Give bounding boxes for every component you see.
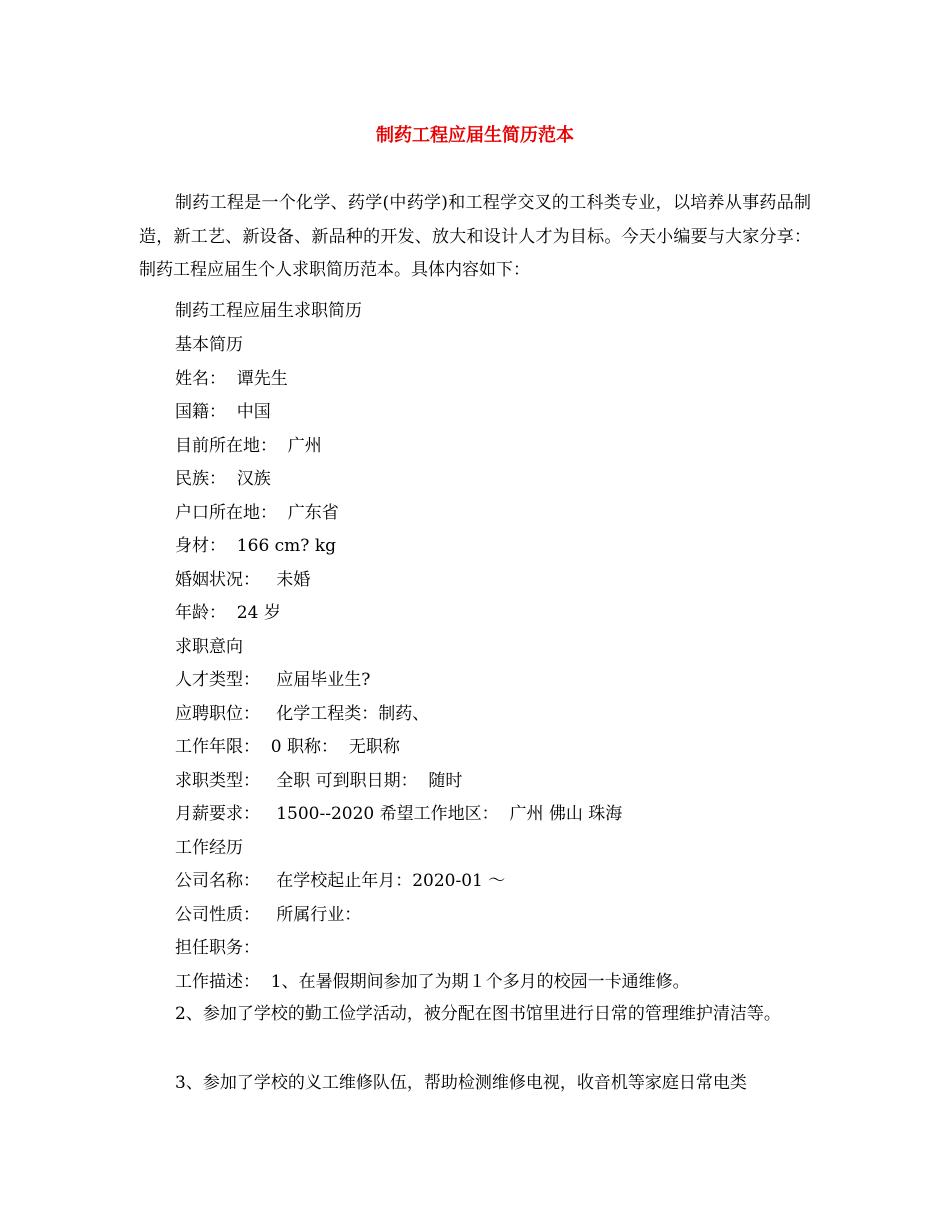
line-nationality: 国籍： 中国 [175, 402, 271, 422]
line-position: 应聘职位： 化学工程类：制药、 [175, 704, 430, 724]
line-age: 年龄： 24 岁 [175, 603, 281, 623]
line-resume-heading: 制药工程应届生求职简历 [175, 301, 362, 321]
line-hukou: 户口所在地： 广东省 [175, 503, 339, 523]
line-company-nature: 公司性质： 所属行业： [175, 905, 362, 925]
line-talent-type: 人才类型： 应届毕业生? [175, 670, 371, 690]
line-basic-section: 基本简历 [175, 335, 243, 355]
line-experience-years: 工作年限： 0 职称： 无职称 [175, 737, 400, 757]
line-job-type: 求职类型： 全职 可到职日期： 随时 [175, 771, 463, 791]
line-job-title: 担任职务： [175, 938, 260, 958]
paragraph-item-3: 3、参加了学校的义工维修队伍，帮助检测维修电视，收音机等家庭日常电类 [175, 1073, 747, 1093]
line-marital-status: 婚姻状况： 未婚 [175, 570, 311, 590]
line-work-section: 工作经历 [175, 838, 243, 858]
intro-paragraph: 制药工程是一个化学、药学(中药学)和工程学交叉的工科类专业，以培养从事药品制造，新工艺、新设备、新品种的开发、放大和设计人才为目标。今天小编要与大家分享：制药工程应届生个人求职简历范本。具体内容如下： [139, 193, 811, 280]
paragraph-item-2: 2、参加了学校的勤工俭学活动，被分配在图书馆里进行日常的管理维护清洁等。 [175, 1004, 781, 1024]
line-salary: 月薪要求： 1500--2020 希望工作地区： 广州 佛山 珠海 [175, 804, 623, 824]
line-company-name: 公司名称： 在学校起止年月：2020-01 ～ [175, 871, 506, 891]
document-title: 制药工程应届生简历范本 [376, 125, 574, 146]
line-ethnicity: 民族： 汉族 [175, 469, 271, 489]
line-current-location: 目前所在地： 广州 [175, 436, 322, 456]
line-name: 姓名： 谭先生 [175, 369, 288, 389]
line-height-weight: 身材： 166 cm? kg [175, 536, 337, 556]
line-intention-section: 求职意向 [175, 637, 243, 657]
line-job-description: 工作描述： 1、在暑假期间参加了为期１个多月的校园一卡通维修。 [175, 972, 690, 992]
